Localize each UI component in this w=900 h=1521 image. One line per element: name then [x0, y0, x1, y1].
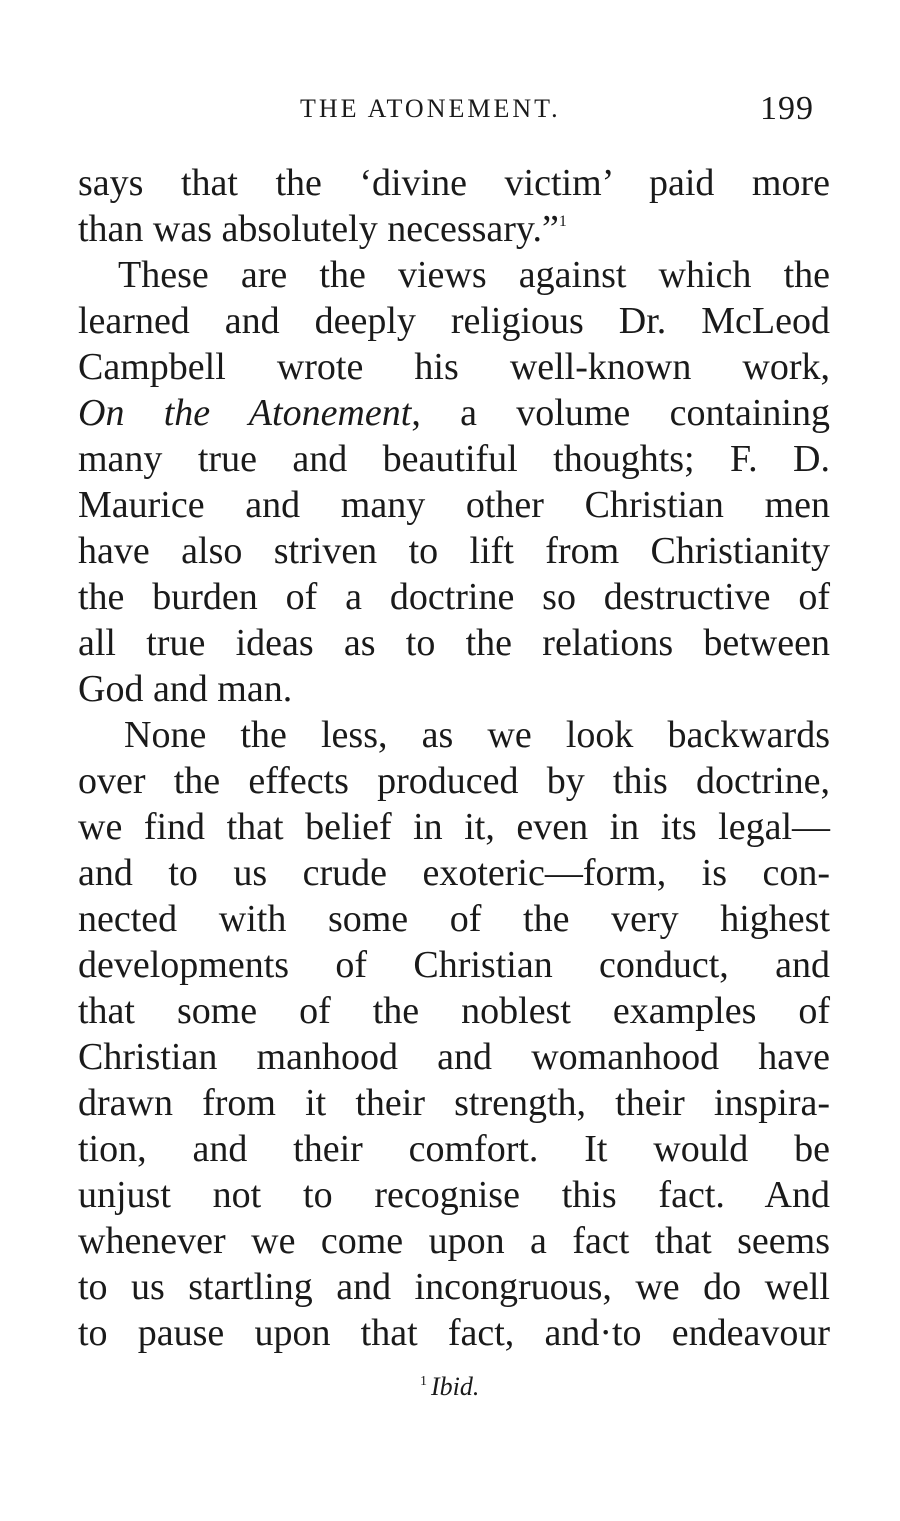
line-text: Christian manhood and womanhood have	[78, 1036, 830, 1078]
line-text: , a volume containing	[411, 392, 830, 434]
line-text: to us startling and incongruous, we do well	[78, 1266, 830, 1308]
text-line	[78, 666, 830, 712]
text-line	[78, 344, 830, 390]
line-text: Campbell wrote his well-known work,	[78, 346, 830, 388]
text-line	[78, 206, 830, 252]
text-line	[78, 1126, 830, 1172]
footnote	[420, 1372, 479, 1402]
line-text: many true and beautiful thoughts; F. D.	[78, 438, 830, 480]
text-line	[78, 712, 830, 758]
line-text: all true ideas as to the relations between	[78, 622, 830, 664]
line-text: developments of Christian conduct, and	[78, 944, 830, 986]
text-line	[78, 252, 830, 298]
line-text: drawn from it their strength, their inspira-	[78, 1082, 830, 1124]
text-line	[78, 620, 830, 666]
line-text: we find that belief in it, even in its legal—	[78, 806, 830, 848]
page-number: 199	[760, 90, 814, 127]
footnote-reference: 1	[558, 213, 567, 230]
line-text: the burden of a doctrine so destructive of	[78, 576, 830, 618]
text-line	[78, 850, 830, 896]
line-text: than was absolutely necessary.”	[78, 208, 559, 250]
line-text: whenever we come upon a fact that seems	[78, 1220, 830, 1262]
line-text: learned and deeply religious Dr. McLeod	[78, 300, 830, 342]
text-line	[78, 482, 830, 528]
running-head	[0, 90, 900, 130]
line-text: have also striven to lift from Christianity	[78, 530, 830, 572]
text-line	[78, 1218, 830, 1264]
footnote-marker: 1	[420, 1374, 427, 1389]
line-text: and to us crude exoteric—form, is con-	[78, 852, 830, 894]
text-line	[78, 574, 830, 620]
text-line	[78, 1310, 830, 1356]
text-line	[78, 528, 830, 574]
text-line	[78, 942, 830, 988]
line-text: nected with some of the very highest	[78, 898, 830, 940]
footnote-text: Ibid.	[431, 1372, 480, 1401]
text-line	[78, 988, 830, 1034]
line-text: None the less, as we look backwards	[124, 714, 830, 756]
text-line	[78, 436, 830, 482]
line-text: tion, and their comfort. It would be	[78, 1128, 830, 1170]
text-line	[78, 804, 830, 850]
line-text: over the effects produced by this doctrine,	[78, 760, 830, 802]
text-line	[78, 1172, 830, 1218]
line-text: says that the ‘divine victim’ paid more	[78, 162, 830, 204]
line-text: God and man.	[78, 668, 293, 710]
line-text: to pause upon that fact, and·to endeavour	[78, 1312, 830, 1354]
book-title: On the Atonement	[78, 392, 412, 434]
body-text	[78, 160, 830, 1356]
line-text: that some of the noblest examples of	[78, 990, 830, 1032]
text-line	[78, 758, 830, 804]
line-text: Maurice and many other Christian men	[78, 484, 830, 526]
text-line	[78, 896, 830, 942]
line-text: These are the views against which the	[118, 254, 830, 296]
line-text: unjust not to recognise this fact. And	[78, 1174, 830, 1216]
text-line	[78, 1264, 830, 1310]
text-line	[78, 160, 830, 206]
running-title: THE ATONEMENT.	[300, 94, 561, 123]
text-line	[78, 1034, 830, 1080]
text-line	[78, 298, 830, 344]
text-line	[78, 1080, 830, 1126]
text-line	[78, 390, 830, 436]
